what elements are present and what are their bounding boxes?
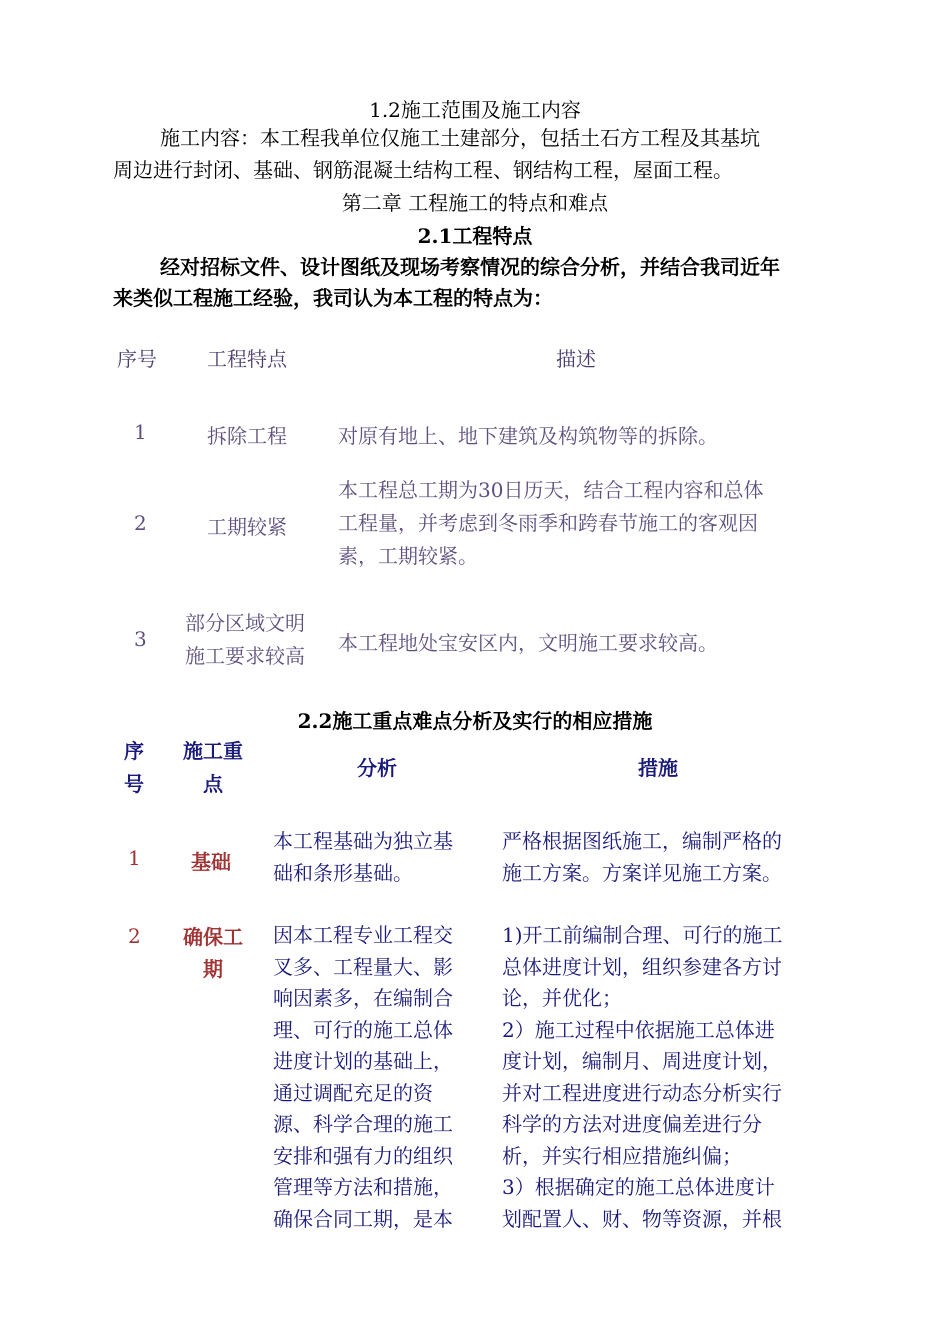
table1-row2-desc <box>338 474 763 573</box>
table2-row2-analysis-line: 管理等方法和措施， <box>273 1175 453 1199</box>
section-2-1-para-line2: 来类似工程施工经验，我司认为本工程的特点为： <box>113 286 553 310</box>
table2-row1-measures <box>502 826 782 889</box>
table2-row2-key-line: 确保工 <box>183 925 243 949</box>
table1-row2-desc-line: 本工程总工期为30日历天，结合工程内容和总体 <box>338 478 764 502</box>
table2-header-no <box>118 735 150 801</box>
table2-row2-analysis-line: 确保合同工期，是本 <box>273 1206 453 1231</box>
table2-row2-measures-line: 划配置人、财、物等资源，并根 <box>502 1206 782 1231</box>
table1-row3-no: 3 <box>134 627 147 651</box>
table1-row3-feature-line: 部分区域文明 <box>185 611 305 635</box>
section-1-2-para-line2: 周边进行封闭、基础、钢筋混凝土结构工程、钢结构工程，屋面工程。 <box>113 158 733 182</box>
table2-header-no-line: 序 <box>124 739 144 763</box>
table2-row1-no: 1 <box>128 846 141 870</box>
table2-row2-key <box>176 921 250 985</box>
table2-row2-measures-line: 论，并优化； <box>502 986 622 1010</box>
table1-row2-no: 2 <box>134 511 147 535</box>
table2-row2-measures-line: 科学的方法对进度偏差进行分 <box>502 1112 762 1136</box>
table2-header-key-line: 点 <box>203 772 223 796</box>
table2-header-analysis: 分析 <box>357 756 397 780</box>
table1-row1-no: 1 <box>134 420 147 444</box>
section-1-2-para-line1: 施工内容：本工程我单位仅施工土建部分，包括土石方工程及其基坑 <box>160 126 760 150</box>
table2-row2-analysis-line: 响因素多，在编制合 <box>273 986 453 1010</box>
table2-row2-measures-line: 总体进度计划，组织参建各方讨 <box>502 954 782 979</box>
table2-row2-measures-line: 3）根据确定的施工总体进度计 <box>502 1175 775 1199</box>
table1-row3-feature-line: 施工要求较高 <box>185 644 305 668</box>
table2-row2-analysis-line: 理、可行的施工总体 <box>273 1017 453 1042</box>
table2-row1-analysis <box>273 826 453 889</box>
table2-row2-analysis <box>273 920 453 1235</box>
chapter-2-title: 第二章 工程施工的特点和难点 <box>341 191 609 215</box>
table1-row2-desc-line: 素，工期较紧。 <box>338 544 478 568</box>
table2-row2-no: 2 <box>128 924 141 948</box>
table1-row3-desc: 本工程地处宝安区内，文明施工要求较高。 <box>338 631 718 655</box>
table1-row3-feature <box>185 607 305 673</box>
table2-row2-measures-line: 析，并实行相应措施纠偏； <box>502 1143 742 1168</box>
table2-row2-measures-line: 2）施工过程中依据施工总体进 <box>502 1017 775 1042</box>
table2-row2-analysis-line: 因本工程专业工程交 <box>273 923 453 947</box>
table2-row1-key: 基础 <box>191 850 231 874</box>
section-2-1-title: 2.1工程特点 <box>417 224 533 248</box>
table1-row1-feature: 拆除工程 <box>207 424 287 448</box>
table1-header-feature: 工程特点 <box>207 347 287 371</box>
section-2-2-title: 2.2施工重点难点分析及实行的相应措施 <box>297 709 653 733</box>
table2-row2-measures <box>502 920 783 1235</box>
table2-row2-analysis-line: 叉多、工程量大、影 <box>273 954 453 979</box>
table2-row2-analysis-line: 通过调配充足的资 <box>273 1080 433 1105</box>
table1-row1-desc: 对原有地上、地下建筑及构筑物等的拆除。 <box>338 424 718 448</box>
table2-header-no-line: 号 <box>124 772 144 796</box>
table2-header-key <box>176 735 250 801</box>
table1-row2-desc-line: 工程量，并考虑到冬雨季和跨春节施工的客观因 <box>338 511 758 535</box>
table1-row2-feature: 工期较紧 <box>207 515 287 539</box>
table2-row2-measures-line: 度计划，编制月、周进度计划， <box>502 1049 782 1073</box>
table1-header-desc: 描述 <box>556 347 596 371</box>
table2-row2-measures-line: 1)开工前编制合理、可行的施工 <box>502 923 783 947</box>
table2-row2-analysis-line: 安排和强有力的组织 <box>273 1143 453 1168</box>
table2-row1-analysis-line: 本工程基础为独立基 <box>273 829 453 853</box>
table1-header-no: 序号 <box>117 347 157 371</box>
table2-row2-analysis-line: 源、科学合理的施工 <box>273 1112 453 1136</box>
table2-row1-measures-line: 施工方案。方案详见施工方案。 <box>502 860 782 885</box>
table2-header-measures: 措施 <box>638 756 678 780</box>
table2-row2-analysis-line: 进度计划的基础上， <box>273 1049 453 1073</box>
table2-row2-measures-line: 并对工程进度进行动态分析实行 <box>502 1080 782 1105</box>
table2-row2-key-line: 期 <box>203 957 223 981</box>
section-2-1-para-line1: 经对招标文件、设计图纸及现场考察情况的综合分析，并结合我司近年 <box>160 255 780 279</box>
table2-header-key-line: 施工重 <box>183 739 243 763</box>
section-1-2-title: 1.2施工范围及施工内容 <box>369 98 581 122</box>
table2-row1-measures-line: 严格根据图纸施工，编制严格的 <box>502 829 782 853</box>
table2-row1-analysis-line: 础和条形基础。 <box>273 860 413 885</box>
